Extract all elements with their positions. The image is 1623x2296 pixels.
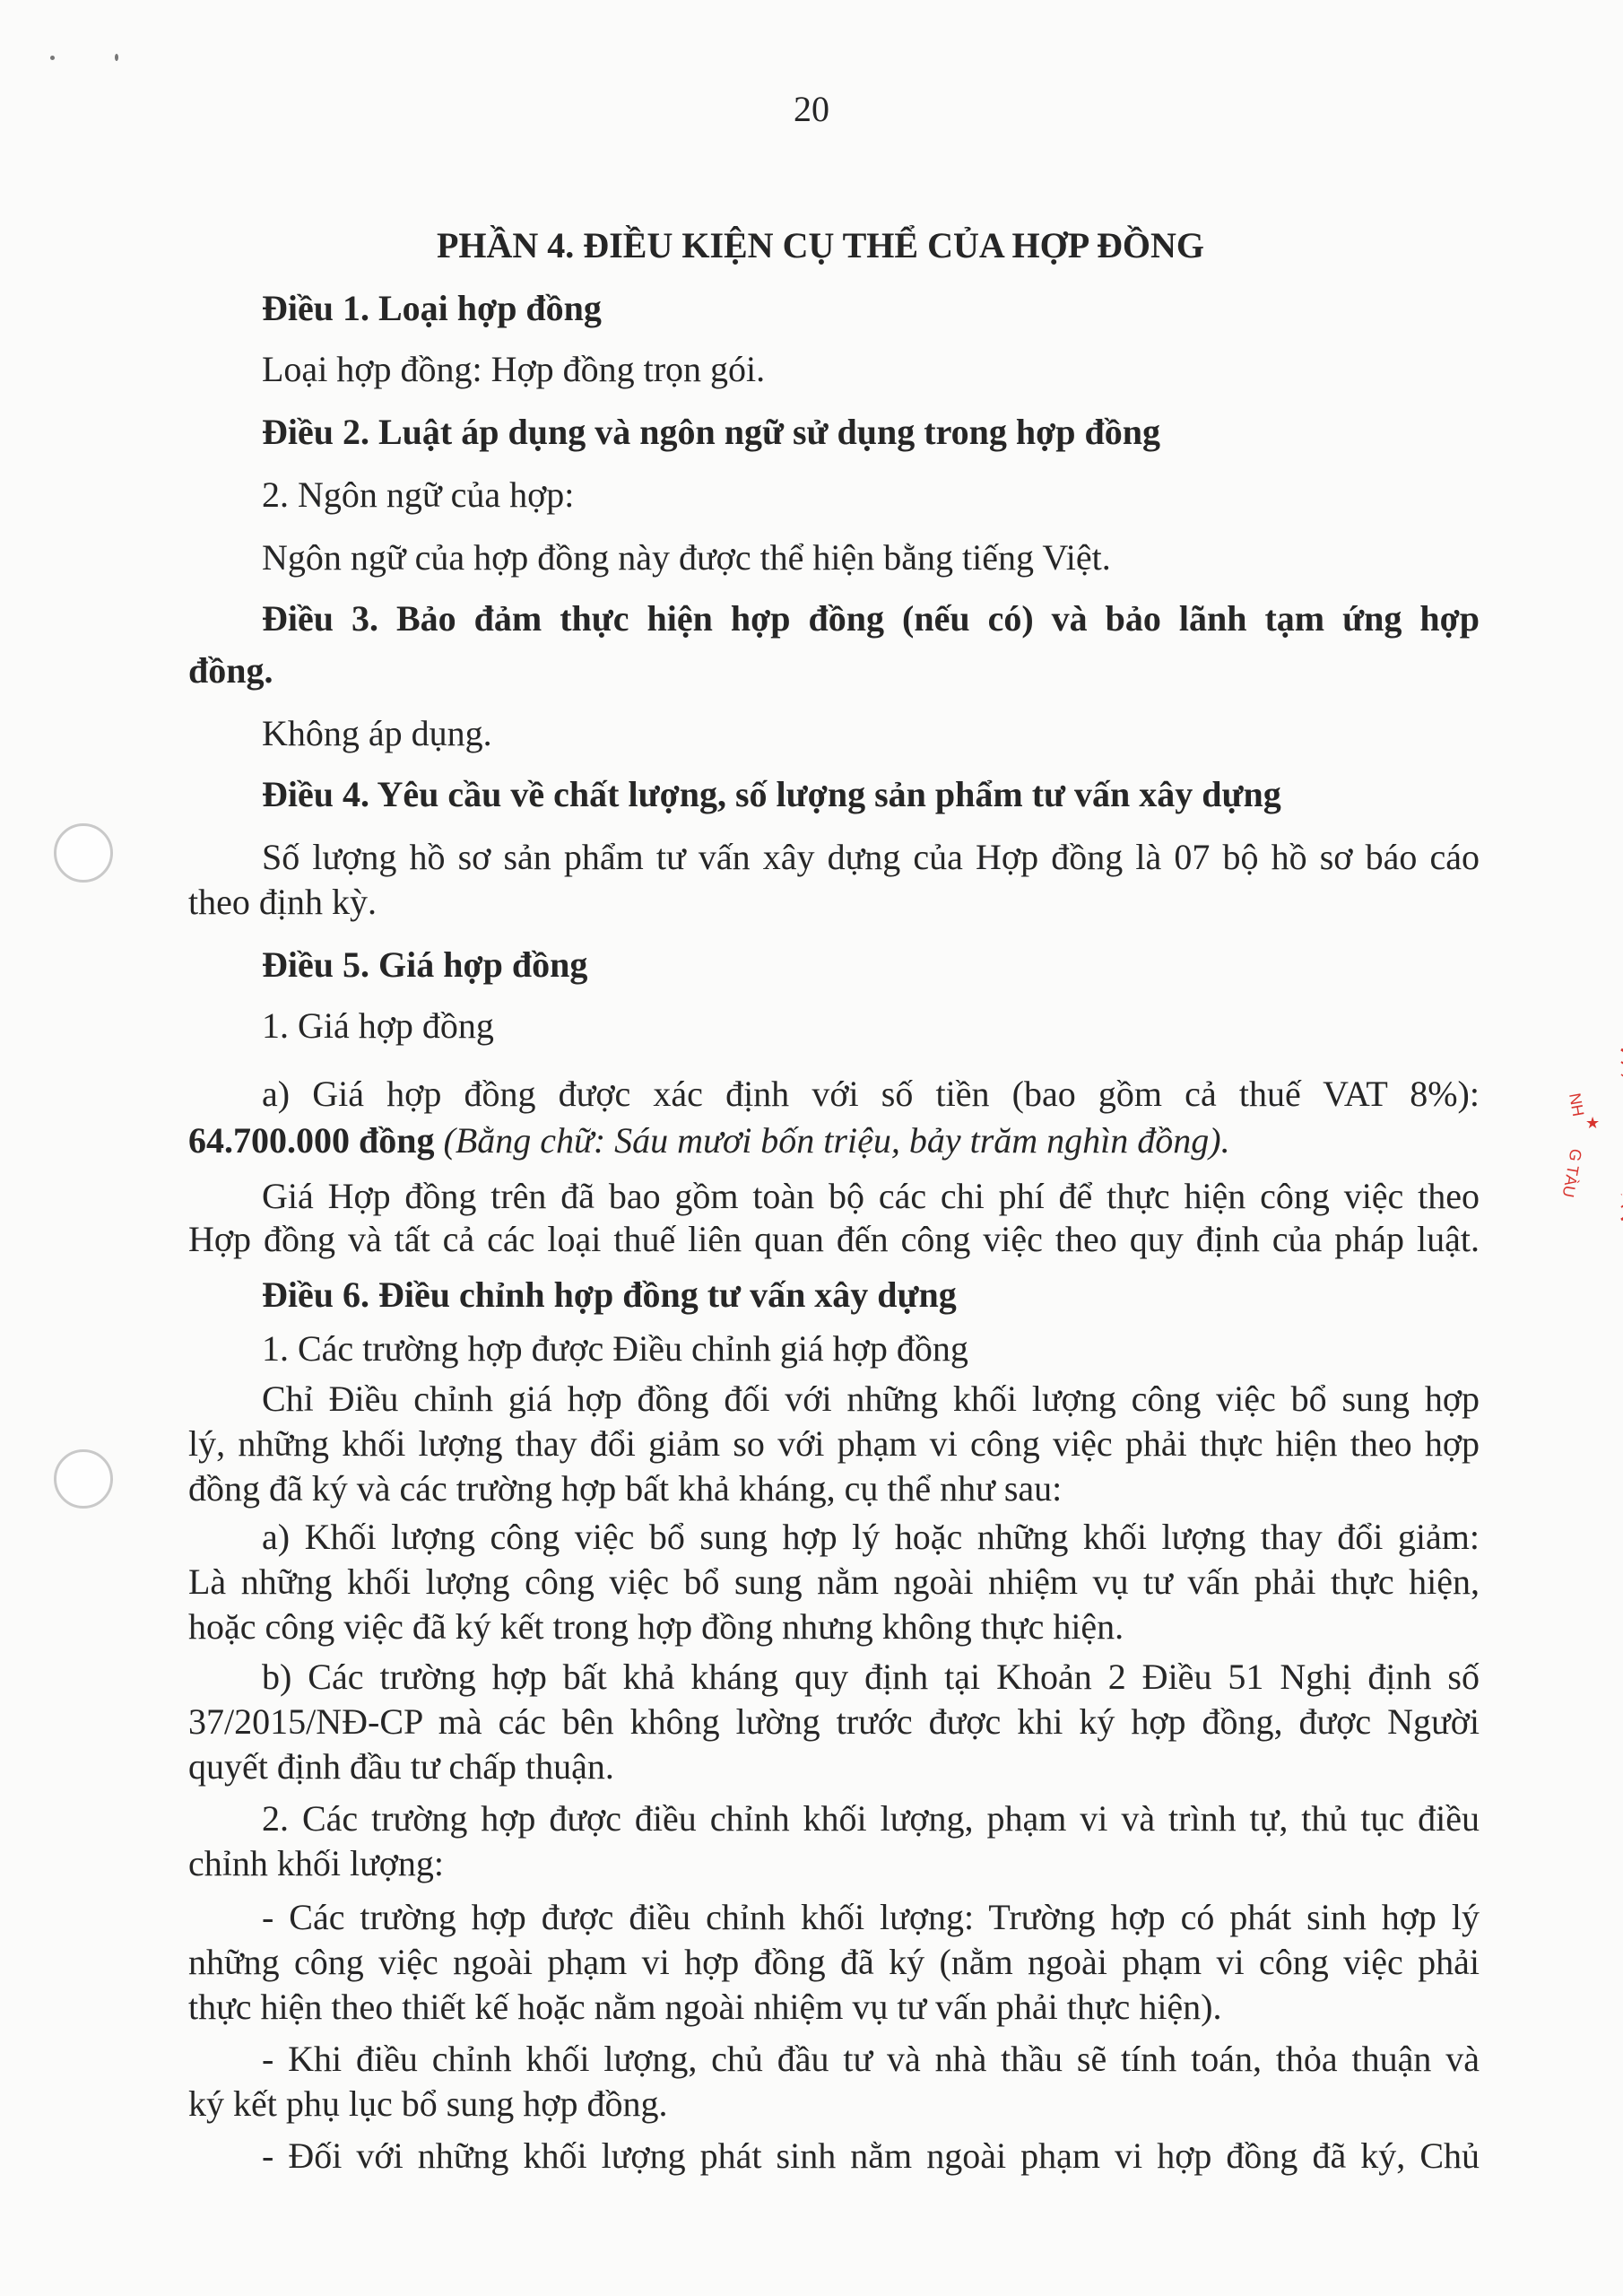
article-2-subtitle: 2. Ngôn ngữ của hợp:: [262, 474, 575, 515]
section-heading: PHẦN 4. ĐIỀU KIỆN CỤ THỂ CỦA HỢP ĐỒNG: [436, 225, 1204, 265]
article-3-text: Không áp dụng.: [262, 713, 492, 753]
red-seal-stamp: [1515, 1022, 1623, 1238]
svg-text:★: ★: [1585, 1114, 1601, 1132]
article-3-title: Điều 3. Bảo đảm thực hiện hợp đồng (nếu có) và bảo lãnh tạm ứng hợp: [262, 598, 1480, 639]
paragraph-line: - Đối với những khối lượng phát sinh nằm ngoài phạm vi hợp đồng đã ký, Chủ: [262, 2135, 1480, 2176]
paragraph-line: Số lượng hồ sơ sản phẩm tư vấn xây dựng của Hợp đồng là 07 bộ hồ sơ báo cáo: [262, 837, 1480, 877]
paragraph-line: chỉnh khối lượng:: [188, 1843, 445, 1883]
article-2-title: Điều 2. Luật áp dụng và ngôn ngữ sử dụng trong hợp đồng: [262, 412, 1161, 452]
contract-amount-line: [188, 1119, 1230, 1162]
paragraph-line: b) Các trường hợp bất khả kháng quy định tại Khoản 2 Điều 51 Nghị định số: [262, 1657, 1480, 1697]
article-6-subtitle-1: 1. Các trường hợp được Điều chỉnh giá hợp đồng: [262, 1328, 968, 1369]
scan-speck: [50, 56, 55, 60]
paragraph-line: Giá Hợp đồng trên đã bao gồm toàn bộ các chi phí để thực hiện công việc theo: [262, 1176, 1480, 1216]
punch-hole: [54, 823, 113, 883]
paragraph-line: - Khi điều chỉnh khối lượng, chủ đầu tư và nhà thầu sẽ tính toán, thỏa thuận và: [262, 2039, 1480, 2079]
paragraph-line: Hợp đồng và tất cả các loại thuế liên quan đến công việc theo quy định của pháp luật.: [188, 1219, 1480, 1259]
contract-amount-in-words: (Bằng chữ: Sáu mươi bốn triệu, bảy trăm nghìn đồng).: [443, 1120, 1230, 1161]
paragraph-line: 2. Các trường hợp được điều chỉnh khối lượng, phạm vi và trình tự, thủ tục điều: [262, 1798, 1480, 1839]
paragraph-line: những công việc ngoài phạm vi hợp đồng đã ký (nằm ngoài phạm vi công việc phải: [188, 1942, 1480, 1982]
paragraph-line: thực hiện theo thiết kế hoặc nằm ngoài nhiệm vụ tư vấn phải thực hiện).: [188, 1987, 1222, 2027]
paragraph-line: ký kết phụ lục bổ sung hợp đồng.: [188, 2083, 668, 2124]
paragraph-line: quyết định đầu tư chấp thuận.: [188, 1746, 614, 1787]
article-4-title: Điều 4. Yêu cầu về chất lượng, số lượng sản phẩm tư vấn xây dựng: [262, 774, 1281, 814]
paragraph-line: - Các trường hợp được điều chỉnh khối lượng: Trường hợp có phát sinh hợp lý: [262, 1897, 1480, 1937]
punch-hole: [54, 1449, 113, 1509]
svg-text:G TÀU: G TÀU: [1558, 1147, 1585, 1199]
page-number: 20: [794, 89, 829, 129]
article-1-text: Loại hợp đồng: Hợp đồng trọn gói.: [262, 349, 766, 389]
svg-text:NH: NH: [1566, 1091, 1588, 1118]
article-1-title: Điều 1. Loại hợp đồng: [262, 288, 602, 328]
paragraph-line: Là những khối lượng công việc bổ sung nằm ngoài nhiệm vụ tư vấn phải thực hiện,: [188, 1561, 1480, 1602]
paragraph-line: Chỉ Điều chỉnh giá hợp đồng đối với những khối lượng công việc bổ sung hợp: [262, 1378, 1480, 1419]
article-3-title-cont: đồng.: [188, 650, 273, 691]
scan-speck: [115, 54, 118, 61]
article-6-title: Điều 6. Điều chỉnh hợp đồng tư vấn xây dựng: [262, 1274, 957, 1315]
paragraph-line: 37/2015/NĐ-CP mà các bên không lường trước được khi ký hợp đồng, được Người: [188, 1701, 1480, 1742]
paragraph-line: hoặc công việc đã ký kết trong hợp đồng nhưng không thực hiện.: [188, 1606, 1124, 1647]
article-5-title: Điều 5. Giá hợp đồng: [262, 944, 588, 985]
paragraph-line: đồng đã ký và các trường hợp bất khả kháng, cụ thể như sau:: [188, 1468, 1063, 1509]
paragraph-line: a) Khối lượng công việc bổ sung hợp lý hoặc những khối lượng thay đổi giảm:: [262, 1517, 1480, 1557]
contract-amount: 64.700.000 đồng: [188, 1120, 435, 1161]
article-5-subtitle: 1. Giá hợp đồng: [262, 1005, 494, 1046]
paragraph-line: theo định kỳ.: [188, 882, 377, 922]
paragraph-line: a) Giá hợp đồng được xác định với số tiền (bao gồm cả thuế VAT 8%):: [262, 1074, 1480, 1114]
paragraph-line: lý, những khối lượng thay đổi giảm so với phạm vi công việc phải thực hiện theo hợp: [188, 1423, 1480, 1464]
article-2-text: Ngôn ngữ của hợp đồng này được thể hiện bằng tiếng Việt.: [262, 537, 1111, 578]
